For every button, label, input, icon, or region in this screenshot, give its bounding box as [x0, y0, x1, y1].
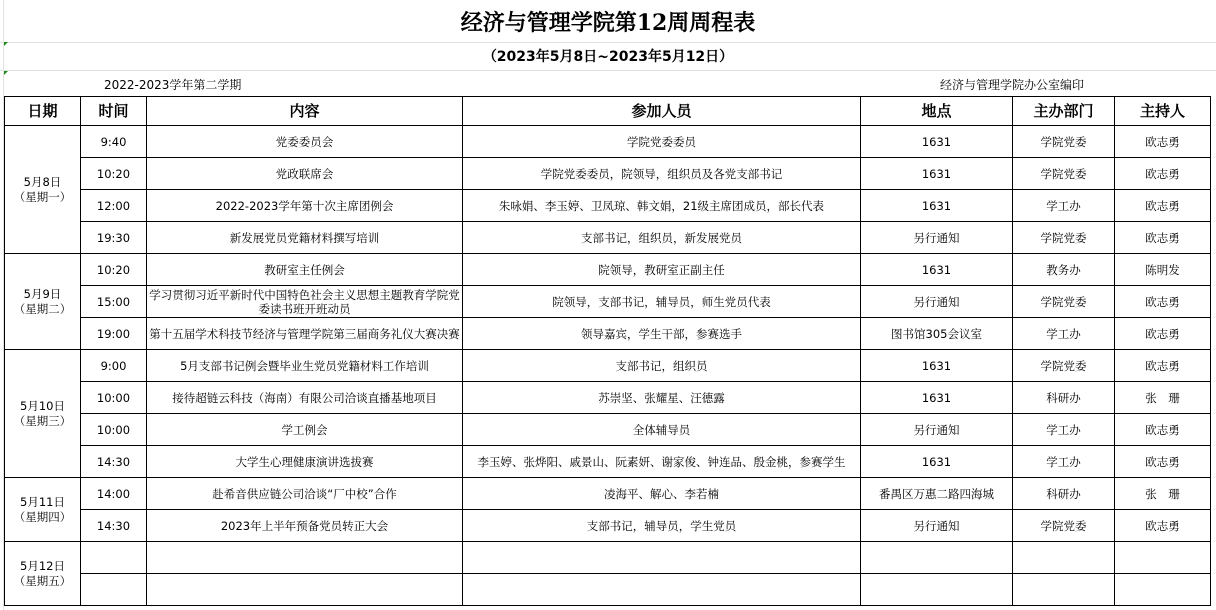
cell-date [5, 350, 81, 478]
cell-host [1115, 574, 1211, 606]
cell-host: 欧志勇 [1115, 286, 1211, 318]
table-row [5, 414, 1211, 446]
cell-content: 2023年上半年预备党员转正大会 [147, 510, 463, 542]
cell-content: 赴希音供应链公司洽谈“厂中校”合作 [147, 478, 463, 510]
cell-dept: 学工办 [1013, 190, 1115, 222]
table-row [5, 222, 1211, 254]
page-title: 经济与管理学院第12周周程表 [460, 10, 756, 36]
semester-label: 2022-2023学年第二学期 [104, 78, 242, 92]
cell-time: 10:20 [81, 158, 147, 190]
cell-host: 欧志勇 [1115, 158, 1211, 190]
table-row [5, 574, 1211, 606]
cell-place: 另行通知 [861, 510, 1013, 542]
cell-host: 欧志勇 [1115, 510, 1211, 542]
cell-place: 1631 [861, 350, 1013, 382]
cell-time: 10:20 [81, 254, 147, 286]
cell-participants: 学院党委委员 [463, 126, 861, 158]
table-row [5, 478, 1211, 510]
weekday-label: （星期一） [13, 189, 72, 204]
header-place: 地点 [861, 97, 1013, 126]
weekday-label: （星期四） [13, 509, 72, 524]
schedule-body [5, 126, 1211, 606]
cell-host: 欧志勇 [1115, 222, 1211, 254]
cell-dept [1013, 574, 1115, 606]
cell-participants: 领导嘉宾，学生干部，参赛选手 [463, 318, 861, 350]
cell-place: 1631 [861, 126, 1013, 158]
cell-time: 15:00 [81, 286, 147, 318]
cell-place: 1631 [861, 190, 1013, 222]
header-row [5, 97, 1211, 126]
cell-participants: 学院党委委员，院领导，组织员及各党支部书记 [463, 158, 861, 190]
header-time: 时间 [81, 97, 147, 126]
cell-participants: 院领导，教研室正副主任 [463, 254, 861, 286]
cell-host: 欧志勇 [1115, 350, 1211, 382]
header-dept: 主办部门 [1013, 97, 1115, 126]
table-row [5, 126, 1211, 158]
cell-place: 图书馆305会议室 [861, 318, 1013, 350]
cell-host [1115, 542, 1211, 574]
cell-dept: 学工办 [1013, 414, 1115, 446]
cell-time [81, 542, 147, 574]
table-row [5, 286, 1211, 318]
table-row [5, 158, 1211, 190]
cell-time: 12:00 [81, 190, 147, 222]
table-row [5, 318, 1211, 350]
cell-dept: 教务办 [1013, 254, 1115, 286]
cell-time: 9:00 [81, 350, 147, 382]
cell-place: 1631 [861, 254, 1013, 286]
header-participants: 参加人员 [463, 97, 861, 126]
cell-host: 欧志勇 [1115, 446, 1211, 478]
compiler-label: 经济与管理学院办公室编印 [940, 78, 1085, 92]
cell-place: 1631 [861, 158, 1013, 190]
cell-host: 欧志勇 [1115, 190, 1211, 222]
cell-host: 欧志勇 [1115, 414, 1211, 446]
cell-content: 大学生心理健康演讲选拔赛 [147, 446, 463, 478]
cell-participants [463, 542, 861, 574]
cell-content [147, 574, 463, 606]
cell-place: 另行通知 [861, 286, 1013, 318]
cell-date [5, 542, 81, 606]
cell-place: 1631 [861, 446, 1013, 478]
cell-dept: 学院党委 [1013, 222, 1115, 254]
cell-time: 10:00 [81, 414, 147, 446]
cell-dept: 学院党委 [1013, 286, 1115, 318]
cell-participants: 朱咏娟、李玉婷、卫凤琼、韩文娟，21级主席团成员，部长代表 [463, 190, 861, 222]
header-host: 主持人 [1115, 97, 1211, 126]
table-row [5, 350, 1211, 382]
cell-dept: 学工办 [1013, 318, 1115, 350]
cell-time: 14:00 [81, 478, 147, 510]
cell-dept: 学院党委 [1013, 510, 1115, 542]
cell-place: 番禺区万惠二路四海城 [861, 478, 1013, 510]
cell-time: 19:30 [81, 222, 147, 254]
cell-content: 接待超链云科技（海南）有限公司洽谈直播基地项目 [147, 382, 463, 414]
cell-dept: 学院党委 [1013, 350, 1115, 382]
weekday-label: （星期三） [13, 413, 72, 428]
cell-host: 陈明发 [1115, 254, 1211, 286]
schedule-table [4, 96, 1211, 606]
cell-time [81, 574, 147, 606]
cell-content: 第十五届学术科技节经济与管理学院第三届商务礼仪大赛决赛 [147, 318, 463, 350]
cell-dept: 科研办 [1013, 382, 1115, 414]
date-label: 5月11日 [20, 494, 65, 509]
cell-content: 学工例会 [147, 414, 463, 446]
cell-content: 5月支部书记例会暨毕业生党员党籍材料工作培训 [147, 350, 463, 382]
cell-participants: 苏崇坚、张耀星、汪德露 [463, 382, 861, 414]
table-row [5, 254, 1211, 286]
table-row [5, 382, 1211, 414]
weekday-label: （星期二） [13, 301, 72, 316]
cell-dept: 学工办 [1013, 446, 1115, 478]
table-row [5, 190, 1211, 222]
cell-participants: 全体辅导员 [463, 414, 861, 446]
cell-content: 教研室主任例会 [147, 254, 463, 286]
gridline [0, 42, 1216, 43]
cell-time: 10:00 [81, 382, 147, 414]
date-label: 5月9日 [23, 286, 62, 301]
header-date: 日期 [5, 97, 81, 126]
cell-participants: 支部书记，辅导员，学生党员 [463, 510, 861, 542]
cell-host: 欧志勇 [1115, 126, 1211, 158]
cell-place: 1631 [861, 382, 1013, 414]
cell-participants: 院领导，支部书记，辅导员，师生党员代表 [463, 286, 861, 318]
cell-dept: 科研办 [1013, 478, 1115, 510]
cell-content: 新发展党员党籍材料撰写培训 [147, 222, 463, 254]
cell-participants: 支部书记，组织员，新发展党员 [463, 222, 861, 254]
cell-content: 学习贯彻习近平新时代中国特色社会主义思想主题教育学院党委读书班开班动员 [147, 286, 463, 318]
header-content: 内容 [147, 97, 463, 126]
weekday-label: （星期五） [13, 573, 72, 588]
cell-dept: 学院党委 [1013, 126, 1115, 158]
cell-host: 张 珊 [1115, 382, 1211, 414]
date-label: 5月12日 [20, 558, 65, 573]
cell-content: 2022-2023学年第十次主席团例会 [147, 190, 463, 222]
cell-content: 党政联席会 [147, 158, 463, 190]
table-row [5, 510, 1211, 542]
gridline [0, 70, 1216, 71]
cell-participants [463, 574, 861, 606]
cell-host: 张 珊 [1115, 478, 1211, 510]
page-subtitle: （2023年5月8日~2023年5月12日） [482, 49, 734, 65]
cell-time: 9:40 [81, 126, 147, 158]
table-row [5, 446, 1211, 478]
cell-participants: 支部书记，组织员 [463, 350, 861, 382]
date-label: 5月10日 [20, 398, 65, 413]
cell-dept: 学院党委 [1013, 158, 1115, 190]
cell-host: 欧志勇 [1115, 318, 1211, 350]
cell-date [5, 254, 81, 350]
cell-participants: 凌海平、解心、李若楠 [463, 478, 861, 510]
cell-place [861, 574, 1013, 606]
cell-place [861, 542, 1013, 574]
cell-participants: 李玉婷、张烨阳、戚景山、阮素妍、谢家俊、钟连品、殷金桃，参赛学生 [463, 446, 861, 478]
cell-content: 党委委员会 [147, 126, 463, 158]
cell-time: 19:00 [81, 318, 147, 350]
cell-place: 另行通知 [861, 414, 1013, 446]
cell-dept [1013, 542, 1115, 574]
cell-content [147, 542, 463, 574]
cell-date [5, 478, 81, 542]
cell-marker-icon [4, 71, 8, 75]
cell-date [5, 126, 81, 254]
cell-place: 另行通知 [861, 222, 1013, 254]
date-label: 5月8日 [23, 174, 62, 189]
cell-time: 14:30 [81, 510, 147, 542]
table-row [5, 542, 1211, 574]
cell-time: 14:30 [81, 446, 147, 478]
